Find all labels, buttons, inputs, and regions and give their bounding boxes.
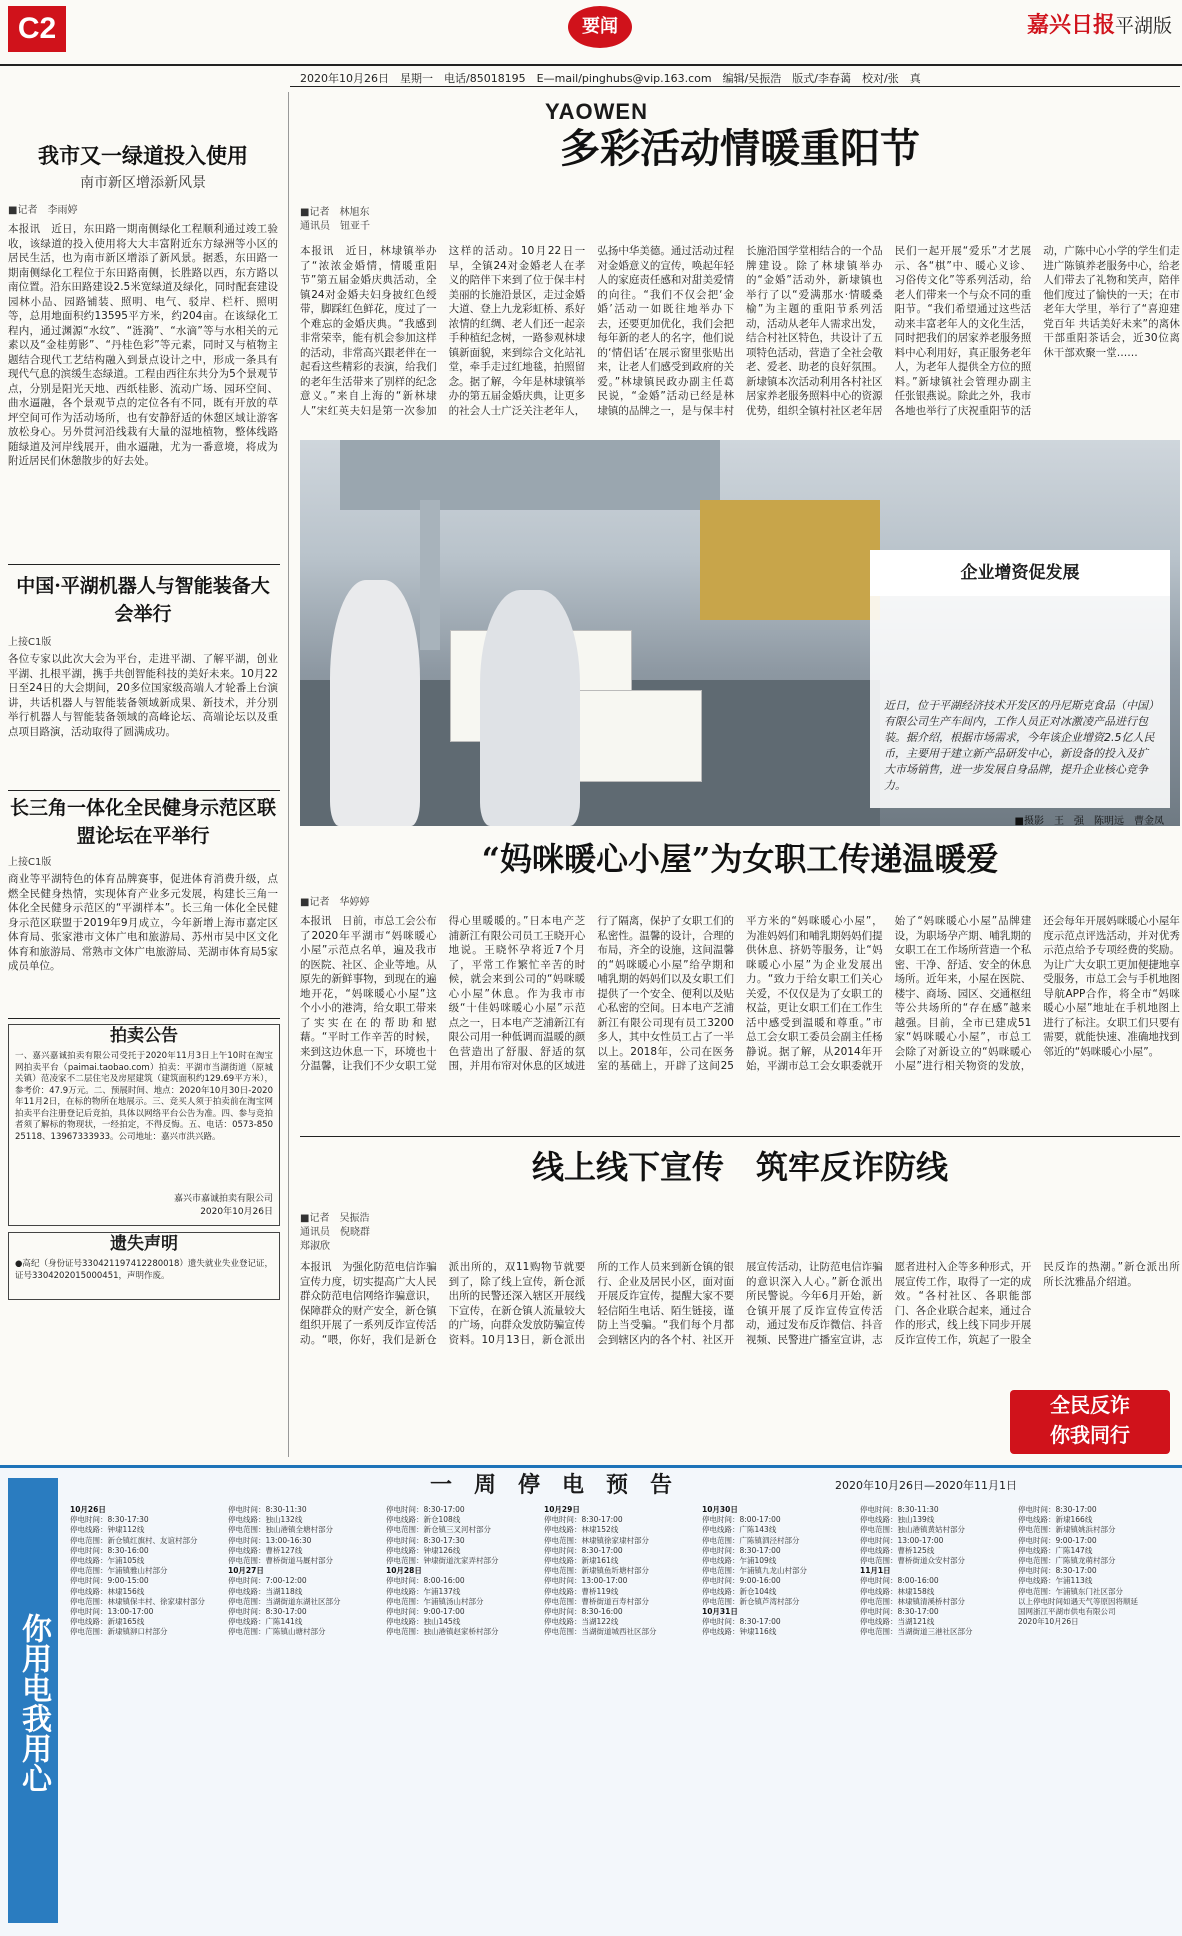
auction-date: 2020年10月26日	[200, 1207, 273, 1217]
photo-caption-box	[870, 550, 1170, 808]
outage-line: 停电时间：8:00-17:00	[702, 1515, 781, 1525]
outage-line: 停电时间：8:30-17:00	[228, 1607, 307, 1617]
power-column	[70, 1505, 220, 1638]
power-column	[860, 1505, 1010, 1638]
outage-day: 10月28日	[386, 1566, 422, 1576]
outage-line: 停电时间：13:00-16:30	[228, 1535, 312, 1545]
outage-line: 停电线路：广陈147线	[1018, 1545, 1093, 1555]
story1-body: 本报讯 近日，东田路一期南侧绿化工程顺利通过竣工验收，该绿道的投入使用将大大丰富附近东方绿洲等小区的居民生活，也为南市新区增添了新风景。据悉，东田路一期南侧绿化工程位于东田路南侧，长胜路以西，东方路以南位置。沿东田路建设2.5米宽绿道及绿化，同时配套建设园林小品、园路铺装、照明、电气、驳岸、栏杆、照明等，总用地面积约13595平方米，约204亩。在该绿化工程内，通过渊源“水纹”、“涟漪”、“水滴”等与水相关的元素以及“金桂剪影”、“丹桂色彩”等元素，同时又与植物主题结合现代工艺结构融入到景点设计之中，形成一条具有现代气息的滨缓生态绿道。工程由西往东共分为5个景观节点，分别是阳光天地、西纸桂影、流动广场、园环空间、曲水逼融，各个景观节点的定位各有不同，既有开放的草坪空间可作为活动场所，也有安静舒适的休憩区域让游客放松身心。另外贯河沿线栽有大量的湿地植物，整体线路随绿道及河岸线展开，曲水逼融，尤为一番意境，将成为附近居民们休憩散步的好去处。	[8, 223, 278, 467]
outage-line: 停电范围：当湖街道三港社区部分	[860, 1627, 973, 1637]
section-badge: 要闻	[568, 6, 632, 48]
outage-line: 停电范围：独山港镇赵家桥村部分	[386, 1627, 499, 1637]
outage-line: 停电时间：8:30-16:00	[544, 1607, 623, 1617]
power-column	[228, 1505, 378, 1638]
outage-line: 停电线路：林埭152线	[544, 1525, 619, 1535]
outage-line: 停电线路：新埭166线	[1018, 1515, 1093, 1525]
top-story-headline: 多彩活动情暖重阳节	[560, 125, 920, 172]
outage-line: 停电范围：林埭镇保丰村、徐家埭村部分	[70, 1596, 205, 1606]
fraud-headline: 线上线下宣传 筑牢反诈防线	[531, 1148, 948, 1186]
anti-fraud-badge	[1010, 1390, 1170, 1454]
outage-line: 停电范围：独山港镇全塘村部分	[228, 1525, 333, 1535]
outage-line: 停电范围：乍浦镇雅山村部分	[70, 1566, 168, 1576]
outage-line: 停电范围：广陈镇山塘村部分	[228, 1627, 326, 1637]
outage-line: 停电范围：乍浦镇九龙山村部分	[702, 1566, 807, 1576]
lift-arm	[420, 500, 440, 650]
ceiling-machinery	[340, 440, 720, 510]
outage-line: 停电范围：当湖街道城西社区部分	[544, 1627, 657, 1637]
outage-line: 停电范围：新埭镇泖口村部分	[70, 1627, 168, 1637]
photo-caption: 近日，位于平湖经济技术开发区的丹尼斯克食品（中国）有限公司生产车间内，工作人员正对冰激凌产品进行包装。据介绍，根据市场需求，今年该企业增资2.5亿人民币，主要用于建立新产品研发中心，新设备的投入及扩大市场销售，进一步发展自身品牌，提升企业核心竞争力。	[884, 699, 1155, 792]
brand-name: 嘉兴日报	[1026, 12, 1115, 38]
outage-line: 停电时间：13:00-17:00	[860, 1535, 944, 1545]
outage-line: 停电时间：8:30-17:00	[702, 1545, 781, 1555]
outage-day: 2020年10月26日	[1018, 1617, 1079, 1627]
fraud-byline: ■记者 吴振浩 通讯员 倪晓群 郑淑欣	[300, 1213, 380, 1252]
power-date: 2020年10月26日—2020年11月1日	[835, 1479, 1017, 1492]
power-column	[1018, 1505, 1173, 1627]
outage-line: 停电线路：当湖121线	[860, 1617, 935, 1627]
top-story-byline: ■记者 林旭东 通讯员 钮亚千	[300, 207, 380, 232]
top-story-body: 本报讯 近日，林埭镇举办了“浓浓金婚情，情暖重阳节”第五届金婚庆典活动，全镇24对金婚夫妇身披红色绶带，脚踩红色鲜花，度过了一个难忘的金婚庆典。“我感到非常荣幸，能有机会参加这样的活动，非常高兴跟老伴在一起看这些精彩的表演，给我们的老年生活带来了别样的纪念意义。”来自上海的“新林埭人”宋红英夫妇是第一次参加这样的活动。10月22日一早，全镇24对金婚老人在孝义的陪伴下来到了位于保丰村美丽的长施沿景区，走过金婚大道、登上九龙彩虹桥、系好浓情的红绸、老人们还一起亲手种植纪念树，一路参观林埭镇新面貌，来到综合文化站礼堂，牵手走过红地毯，拍照留念。据了解，今年是林埭镇举办的第五届金婚庆典，让更多的社会人士广泛关注老年人，弘扬中华美德。通过活动过程对金婚意义的宣传，唤起年轻人的家庭责任感和对甜美爱情的向往。“我们不仅会把‘金婚’活动一如既往地举办下去，还要更加优化，我们会把每年新的老人的名字，他们说的‘情侣话’在展示窗里张贴出来，让老人们感受到政府的关爱。”林埭镇民政办副主任葛民说，“金婚”活动已经是林埭镇的品牌之一，是与保丰村长施沿国学堂相结合的一个品牌建设。除了林埭镇举办的“金婚”活动外，新埭镇也举行了以“爱满那水·情暖桑榆”为主题的重阳节系列活动，活动从老年人需求出发，结合村社区特色，共设计了五项特色活动，营造了全社会敬老、爱老、助老的良好氛围。新埭镇本次活动利用各村社区居家养老服务照料中心的资源优势，组织全镇村社区老年居民们一起开展“爱乐”才艺展示、各“棋”中、暖心义诊、习俗传文化”等系列活动，给老人们带来一个与众不同的重阳节。“我们希望通过这些活动来丰富老年人的文化生活，同时把我们的居家养老服务照料中心利用好，真正服务老年人，为老年人提供全方位的照料。”新埭镇社会管理办副主任张银燕说。除此之外，我市各地也举行了庆祝重阳节的活动，广陈中心小学的学生们走进广陈镇养老服务中心，给老人们带去了礼物和笑声，陪伴他们度过了愉快的一天；在市老年大学里，举行了“喜迎建党百年 共话美好未来”的离休干部重阳茶话会，近30位离休干部欢聚一堂……	[300, 245, 1180, 417]
outage-line: 停电线路：乍浦109线	[702, 1556, 777, 1566]
outage-line: 停电时间：9:00-16:00	[702, 1576, 781, 1586]
photo-credit: ■摄影 王 强 陈明远 曹金凤	[1014, 816, 1164, 826]
outage-day: 10月31日	[702, 1607, 738, 1617]
outage-line: 停电线路：广陈143线	[702, 1525, 777, 1535]
power-side-label	[8, 1478, 58, 1923]
outage-line: 停电范围：新仓镇红旗村、友谊村部分	[70, 1535, 198, 1545]
outage-line: 停电范围：林埭镇清溪桥村部分	[860, 1596, 965, 1606]
outage-line: 停电时间：8:30-16:00	[70, 1545, 149, 1555]
outage-line: 停电范围：新仓镇芦湾村部分	[702, 1596, 800, 1606]
outage-line: 停电时间：13:00-17:00	[70, 1607, 154, 1617]
lost-notice	[8, 1232, 280, 1300]
story1-headline: 我市又一绿道投入使用	[38, 143, 248, 168]
outage-line: 停电时间：8:30-17:00	[1018, 1505, 1097, 1514]
loader-vehicle	[700, 500, 880, 620]
outage-line: 以上停电时间如遇天气等原因将顺延	[1018, 1596, 1138, 1606]
outage-line: 停电时间：8:30-17:30	[70, 1515, 149, 1525]
outage-line: 停电线路：钟埭116线	[702, 1627, 777, 1637]
outage-line: 停电范围：乍浦镇东门社区部分	[1018, 1586, 1123, 1596]
power-column	[702, 1505, 852, 1638]
page-number-badge: C2	[8, 6, 66, 52]
info-rule	[290, 86, 1180, 87]
outage-line: 停电时间：13:00-17:00	[544, 1576, 628, 1586]
outage-line: 停电时间：9:00-17:00	[386, 1607, 465, 1617]
worker-figure	[330, 580, 420, 826]
issue-info: 2020年10月26日 星期一 电话/85018195 E—mail/pinghubs@vip.163.com 编辑/吴振浩 版式/李春蔼 校对/张 真	[300, 72, 921, 85]
outage-line: 停电线路：独山145线	[386, 1617, 461, 1627]
outage-line: 停电时间：8:30-17:00	[702, 1617, 781, 1627]
outage-line: 停电时间：9:00-15:00	[70, 1576, 149, 1586]
outage-line: 停电范围：新仓镇三叉河村部分	[386, 1525, 491, 1535]
outage-line: 停电时间：8:30-11:30	[228, 1505, 307, 1514]
outage-day: 10月29日	[544, 1505, 580, 1514]
outage-line: 停电线路：新埭165线	[70, 1617, 145, 1627]
outage-line: 停电线路：当湖118线	[228, 1586, 303, 1596]
outage-line: 停电范围：新埭镇鱼圻塘村部分	[544, 1566, 649, 1576]
story2-body: 各位专家以此次大会为平台，走进平湖、了解平湖，创业平湖、扎根平湖，携手共创智能科技的美好未来。10月22日至24日的大会期间，20多位国家级高端人才轮番上台演讲，共话机器人与智能装备领域新成果、新技术，并分别举行机器人与智能装备领域的高峰论坛、高端论坛以及重点项目路演，活动取得了圆满成功。	[8, 653, 278, 738]
outage-line: 停电时间：8:30-17:00	[1018, 1566, 1097, 1576]
masthead-rule	[0, 64, 1182, 66]
outage-line: 停电线路：曹桥127线	[228, 1545, 303, 1555]
outage-line: 停电范围：广陈镇泗泾村部分	[702, 1535, 800, 1545]
outage-line: 停电范围：新埭镇姚浜村部分	[1018, 1525, 1116, 1535]
story3-note: 上接C1版	[8, 857, 52, 868]
divider	[8, 790, 280, 791]
power-title: 一周停电预告	[430, 1472, 695, 1498]
auction-body: 一、嘉兴嘉诚拍卖有限公司受托于2020年11月3日上午10时在淘宝网拍卖平台（paimai.taobao.com）拍卖：平湖市当湖街道（原城关镇）范凌家不二层住宅及房屋建筑（建筑面积约129.69平方米），参考价：47.9万元。二、预展时间、地点：2020年10月30日-2020年11月2日，在标的物所在地展示。三、竞买人须于拍卖前在淘宝网拍卖平台注册登记后竞拍，具体以网络平台公告为准。四、参与竞拍者须了解标的物现状，一经拍定，不得反悔。五、电话：0573-85025118、13967333933。公司地址：嘉兴市洪兴路。	[15, 1051, 273, 1142]
edition-name: 平湖版	[1114, 15, 1172, 37]
outage-line: 停电时间：8:30-11:30	[860, 1505, 939, 1514]
side-label-text: 你用电我用心	[16, 1613, 51, 1793]
outage-line: 停电线路：林埭158线	[860, 1586, 935, 1596]
outage-line: 停电范围：钟埭街道沈家弄村部分	[386, 1556, 499, 1566]
outage-line: 停电范围：当湖街道东湖社区部分	[228, 1596, 341, 1606]
mommy-body: 本报讯 日前，市总工会公布了2020年平湖市“妈咪暖心小屋”示范点名单，遍及我市的医院、社区、企业等地。从原先的新鲜事物，到现在的遍地开花，“妈咪暖心小屋”这个小小的港湾，给女职工带来了实实在在的帮助和慰藉。“平时工作辛苦的时候，来到这边休息一下，环境也十分温馨，让我们不少女职工觉得心里暖暖的。”日本电产芝浦新江有限公司员工王晓开心地说。王晓怀孕将近7个月了，平常工作繁忙辛苦的时候，就会来到公司的“妈咪暖心小屋”休息。作为我市市级“十佳妈咪暖心小屋”示范点之一，日本电产芝浦新江有限公司用一种低调而温暖的颜色营造出了舒服、舒适的氛围，并用布帘对休息的区域进行了隔离，保护了女职工们的私密性。温馨的设计，合理的布局，齐全的设施，这间温馨的“妈咪暖心小屋”给孕期和哺乳期的妈妈们以及女职工们提供了一个安全、便利以及贴心私密的空间。日本电产芝浦新江有限公司现有员工3200多人，其中女性员工占了一半以上。2018年，公司在医务室的基础上，开辟了这间25平方米的“妈咪暖心小屋”，为准妈妈们和哺乳期妈妈们提供休息、挤奶等服务，让“妈咪暖心小屋”为企业发展出力。“致力于给女职工们关心关爱，不仅仅是为了女职工的权益，更让女职工们在工作生活中感受到温暖和尊重。”市总工会女职工委员会副主任杨静说。据了解，从2014年开始，平湖市总工会女职委就开始了“妈咪暖心小屋”品牌建设，为职场孕产期、哺乳期的女职工在工作场所营造一个私密、干净、舒适、安全的休息场所。近年来，小屋在医院、楼宇、商场、园区、交通枢纽等公共场所的“存在感”越来越强。目前，全市已建成51家“妈咪暖心小屋”，市总工会除了对新设立的“妈咪暖心小屋”进行相关物资的发放，还会每年开展妈咪暖心小屋年度示范点评选活动，并对优秀示范点给予专项经费的奖励。为让广大女职工更加便捷地享受服务，市总工会与手机地图导航APP合作，将全市“妈咪暖心小屋”地址在手机地图上进行了标注。女职工们只要有需要，就能快速、准确地找到邻近的“妈咪暖心小屋”。	[300, 915, 1180, 1072]
outage-line: 停电范围：曹桥街道众安村部分	[860, 1556, 965, 1566]
photo-tag: 企业增资促发展	[870, 550, 1170, 596]
outage-line: 停电线路：钟埭112线	[70, 1525, 145, 1535]
outage-line: 停电线路：新仓104线	[702, 1586, 777, 1596]
outage-line: 停电线路：钟埭126线	[386, 1545, 461, 1555]
divider	[8, 564, 280, 565]
outage-line: 停电线路：新埭161线	[544, 1556, 619, 1566]
outage-line: 停电线路：新仓108线	[386, 1515, 461, 1525]
outage-line: 停电时间：8:30-17:30	[386, 1535, 465, 1545]
story3-body: 商业等平湖特色的体育品牌赛事，促进体育消费升级，点燃全民健身热情，实现体育产业多元发展，构建长三角一体化全民健身示范区的“平湖样本”。长三角一体化全民健身示范区联盟于2019年9月成立，今年新增上海市嘉定区体育局、张家港市文体广电和旅游局、苏州市吴中区文化体育和旅游局、常熟市文体广电旅游局、芜湖市体育局5家成员单位。	[8, 873, 278, 972]
outage-line: 停电线路：广陈141线	[228, 1617, 303, 1627]
outage-line: 国网浙江平湖市供电有限公司	[1018, 1607, 1116, 1617]
auction-notice	[8, 1024, 280, 1226]
badge-line1: 全民反诈	[1050, 1393, 1130, 1417]
mommy-headline: “妈咪暖心小屋”为女职工传递温暖爱	[481, 840, 999, 878]
badge-line2: 你我同行	[1050, 1423, 1130, 1447]
outage-line: 停电时间：8:00-16:00	[386, 1576, 465, 1586]
outage-line: 停电线路：当湖122线	[544, 1617, 619, 1627]
outage-line: 停电时间：8:30-17:00	[386, 1505, 465, 1514]
outage-line: 停电范围：曹桥街道马厩村部分	[228, 1556, 333, 1566]
outage-line: 停电线路：林埭156线	[70, 1586, 145, 1596]
outage-line: 停电范围：林埭镇徐家埭村部分	[544, 1535, 649, 1545]
outage-line: 停电范围：广陈镇龙萌村部分	[1018, 1556, 1116, 1566]
outage-day: 11月1日	[860, 1566, 891, 1576]
column-rule	[288, 92, 289, 1457]
outage-line: 停电线路：曹桥125线	[860, 1545, 935, 1555]
outage-line: 停电线路：乍浦137线	[386, 1586, 461, 1596]
outage-line: 停电时间：8:30-17:00	[544, 1515, 623, 1525]
auction-signature: 嘉兴市嘉诚拍卖有限公司	[173, 1194, 273, 1204]
auction-title: 拍卖公告	[110, 1026, 178, 1046]
outage-line: 停电时间：8:00-16:00	[860, 1576, 939, 1586]
mommy-byline: ■记者 华婷婷	[300, 897, 370, 908]
outage-line: 停电线路：乍浦113线	[1018, 1576, 1093, 1586]
outage-line: 停电时间：8:30-17:00	[544, 1545, 623, 1555]
outage-line: 停电范围：乍浦镇汤山村部分	[386, 1596, 484, 1606]
outage-line: 停电范围：曹桥街道百寿村部分	[544, 1596, 649, 1606]
story1-subhead: 南市新区增添新风景	[80, 175, 206, 191]
outage-line: 停电范围：独山港镇黄姑村部分	[860, 1525, 965, 1535]
worker-figure	[480, 590, 580, 826]
divider	[8, 1018, 280, 1019]
lost-title: 遗失声明	[110, 1234, 178, 1254]
story2-headline: 中国·平湖机器人与智能装备大会举行	[16, 575, 270, 625]
section-english: YAOWEN	[545, 99, 648, 124]
outage-line: 停电时间：8:30-17:00	[860, 1607, 939, 1617]
outage-line: 停电时间：7:00-12:00	[228, 1576, 307, 1586]
story1-byline: ■记者 李雨婷	[8, 205, 78, 216]
newspaper-brand	[1027, 10, 1172, 41]
power-column	[544, 1505, 694, 1638]
outage-line: 停电线路：曹桥119线	[544, 1586, 619, 1596]
outage-line: 停电时间：9:00-17:00	[1018, 1535, 1097, 1545]
outage-day: 10月27日	[228, 1566, 264, 1576]
outage-day: 10月30日	[702, 1505, 738, 1514]
power-column	[386, 1505, 536, 1638]
outage-line: 停电线路：乍浦105线	[70, 1556, 145, 1566]
outage-line: 停电线路：独山139线	[860, 1515, 935, 1525]
outage-day: 10月26日	[70, 1505, 106, 1514]
outage-line: 停电线路：独山132线	[228, 1515, 303, 1525]
story2-note: 上接C1版	[8, 637, 52, 648]
divider	[300, 1136, 1180, 1137]
lost-body: ●高纪（身份证号330421197412280018）遗失就业失业登记证，证号3304202015000451，声明作废。	[15, 1259, 273, 1281]
factory-photo	[300, 440, 1180, 826]
story3-headline: 长三角一体化全民健身示范区联盟论坛在平举行	[9, 797, 276, 847]
fraud-body: 本报讯 为强化防范电信诈骗宣传力度，切实提高广大人民群众防范电信网络诈骗意识，保障群众的财产安全，新仓镇组织开展了一系列反诈宣传活动。“喂，你好，我们是新仓派出所的，双11购物节就要到了，除了线上宣传，新仓派出所的民警还深入辖区开展线下宣传，在新仓镇人流量较大的广场，向群众发放防骗宣传资料。10月13日，新仓派出所的工作人员来到新仓镇的银行、企业及居民小区，面对面开展反诈宣传，提醒大家不要轻信陌生电话、陌生链接，谨防上当受骗。“我们每个月都会到辖区内的各个村、社区开展宣传活动，让防范电信诈骗的意识深入人心。”新仓派出所民警说。今年6月开始，新仓镇开展了反诈宣传宣传活动，通过发布反诈微信、抖音视频、民警进广播室宣讲，志愿者进村入企等多种形式，开展宣传工作，取得了一定的成效。“各村社区、各职能部门、各企业联合起来，通过合作的形式，线上线下同步开展反诈宣传工作，筑起了一股全民反诈的热潮。”新仓派出所所长沈雅晶介绍道。	[300, 1261, 1180, 1346]
